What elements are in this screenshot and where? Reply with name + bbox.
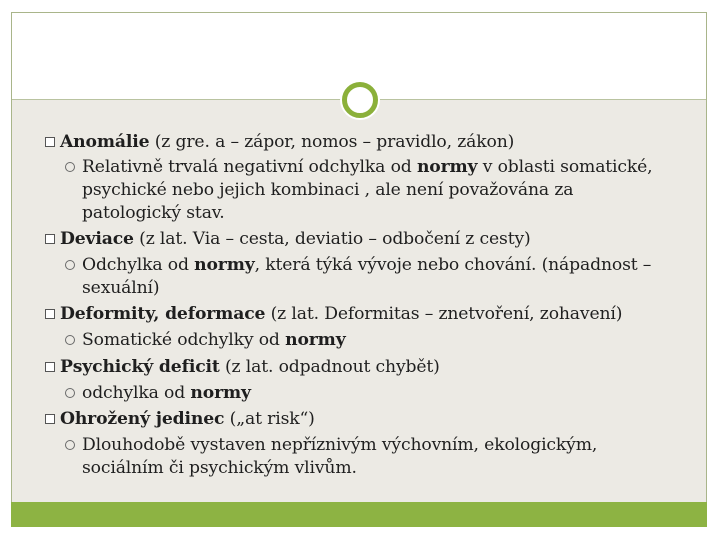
sub-bullet-deviace: [82, 254, 651, 276]
square-bullet-icon: [45, 137, 55, 147]
sub-bullet-ohrozeny-jedinec: Dlouhodobě vystaven nepříznivým výchovním, ekologickým,: [82, 435, 598, 455]
bullet-psychicky-deficit: [60, 356, 440, 378]
square-bullet-icon: [45, 362, 55, 372]
sub-bullet-anomalie: [82, 156, 652, 178]
sub-bullet-ohrozeny-jedinec-line2: sociálním či psychickým vlivům.: [82, 458, 357, 478]
sub-text: Somatické odchylky od: [82, 330, 286, 350]
bullet-anomalie: [60, 131, 514, 153]
term-psychicky-deficit: Psychický deficit: [60, 357, 220, 377]
square-bullet-icon: [45, 309, 55, 319]
sub-bold-norm: normy: [190, 383, 251, 403]
ring-bullet-icon: [65, 440, 75, 450]
sub-bold-norm: normy: [285, 330, 346, 350]
ring-bullet-icon: [65, 388, 75, 398]
bullet-deformity: [60, 303, 622, 325]
term-psychicky-deficit-etymology: (z lat. odpadnout chybět): [219, 357, 440, 377]
sub-bold-norm: normy: [416, 157, 478, 177]
ring-bullet-icon: [65, 260, 75, 270]
bullet-deviace: [60, 228, 531, 250]
sub-text: Relativně trvalá negativní odchylka od: [82, 157, 417, 177]
sub-text-rest: v oblasti somatické,: [477, 157, 653, 177]
ring-bullet-icon: [65, 162, 75, 172]
square-bullet-icon: [45, 234, 55, 244]
sub-text-rest: , která týká vývoje nebo chování. (nápadnost –: [254, 255, 652, 275]
term-deformity: Deformity, deformace: [60, 304, 266, 324]
term-ohrozeny-jedinec: Ohrožený jedinec: [60, 409, 225, 429]
sub-text: odchylka od: [82, 383, 191, 403]
sub-bullet-anomalie-line2: psychické nebo jejich kombinaci , ale není považována za: [82, 180, 574, 200]
term-anomalie-etymology: (z gre. a – zápor, nomos – pravidlo, zákon): [149, 132, 515, 152]
sub-bullet-psychicky-deficit: [82, 382, 251, 404]
ring-bullet-icon: [65, 335, 75, 345]
term-anomalie: Anomálie: [60, 132, 150, 152]
sub-text: Odchylka od: [82, 255, 195, 275]
square-bullet-icon: [45, 414, 55, 424]
term-deviace: Deviace: [60, 229, 134, 249]
sub-bullet-deviace-line2: sexuální): [82, 278, 160, 298]
sub-bold-norm: normy: [194, 255, 255, 275]
term-deformity-etymology: (z lat. Deformitas – znetvoření, zohavení): [265, 304, 623, 324]
term-ohrozeny-jedinec-note: („at risk“): [224, 409, 315, 429]
sub-bullet-anomalie-line3: patologický stav.: [82, 203, 225, 223]
sub-bullet-deformity: [82, 329, 346, 351]
term-deviace-etymology: (z lat. Via – cesta, deviatio – odbočení z cesty): [133, 229, 531, 249]
bullet-ohrozeny-jedinec: [60, 408, 315, 430]
